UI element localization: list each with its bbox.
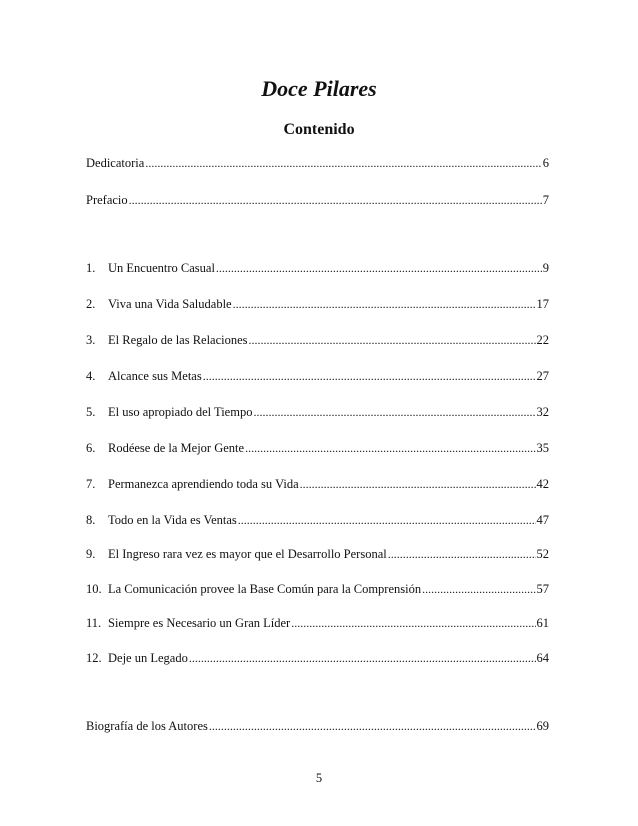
toc-entry-page: 64: [536, 651, 549, 665]
toc-entry-label: Un Encuentro Casual: [108, 261, 215, 275]
toc-entry-chapter[interactable]: [86, 511, 549, 529]
toc-entry-page: 69: [536, 719, 549, 733]
toc-entry-prefacio[interactable]: [86, 191, 549, 209]
dot-leader: [238, 511, 536, 529]
chapter-number: 10.: [86, 582, 102, 596]
toc-entry-page: 17: [536, 297, 549, 311]
toc-entry-label: La Comunicación provee la Base Común para la Comprensión: [108, 582, 422, 596]
toc-entry-page: 9: [542, 261, 549, 275]
toc-entry-chapter[interactable]: [86, 367, 549, 385]
dot-leader: [291, 614, 535, 632]
chapter-number: 7.: [86, 477, 96, 491]
toc-entry-label: El Ingreso rara vez es mayor que el Desarrollo Personal: [108, 547, 387, 561]
toc-entry-label: Alcance sus Metas: [108, 369, 202, 383]
toc-entry-page: 35: [536, 441, 549, 455]
dot-leader: [388, 545, 536, 563]
chapter-number: 11.: [86, 616, 102, 630]
toc-entry-chapter[interactable]: [86, 475, 549, 493]
toc-entry-label: El Regalo de las Relaciones: [108, 333, 248, 347]
toc-entry-chapter[interactable]: [86, 259, 549, 277]
toc-entry-page: 52: [536, 547, 549, 561]
toc-entry-page: 47: [536, 513, 549, 527]
toc-entry-page: 42: [536, 477, 549, 491]
toc-entry-chapter[interactable]: [86, 614, 549, 632]
toc-entry-label: Biografía de los Autores: [86, 719, 208, 733]
chapter-number: 12.: [86, 651, 102, 665]
toc-entry-page: 57: [536, 582, 549, 596]
toc-entry-page: 6: [542, 156, 549, 170]
chapter-number: 1.: [86, 261, 96, 275]
book-title: Doce Pilares: [261, 76, 377, 101]
dot-leader: [145, 154, 541, 172]
dot-leader: [203, 367, 536, 385]
toc-entry-label: Rodéese de la Mejor Gente: [108, 441, 245, 455]
chapter-number: 5.: [86, 405, 96, 419]
chapter-number: 3.: [86, 333, 96, 347]
toc-entry-chapter[interactable]: [86, 403, 549, 421]
toc-entry-page: 7: [542, 193, 549, 207]
toc-entry-label: El uso apropiado del Tiempo: [108, 405, 253, 419]
dot-leader: [422, 580, 535, 598]
dot-leader: [245, 439, 535, 457]
dot-leader: [253, 403, 535, 421]
toc-entry-chapter[interactable]: [86, 649, 549, 667]
toc-entry-chapter[interactable]: [86, 580, 549, 598]
dot-leader: [209, 717, 536, 735]
toc-entry-chapter[interactable]: [86, 295, 549, 313]
toc-entry-chapter[interactable]: [86, 545, 549, 563]
chapter-number: 2.: [86, 297, 96, 311]
toc-entry-label: Dedicatoria: [86, 156, 145, 170]
dot-leader: [300, 475, 536, 493]
dot-leader: [129, 191, 542, 209]
toc-entry-chapter[interactable]: [86, 439, 549, 457]
dot-leader: [233, 295, 536, 313]
toc-entry-page: 22: [536, 333, 549, 347]
toc-entry-page: 27: [536, 369, 549, 383]
toc-entry-label: Siempre es Necesario un Gran Líder: [108, 616, 291, 630]
toc-entry-label: Prefacio: [86, 193, 128, 207]
chapter-number: 4.: [86, 369, 96, 383]
page-number: 5: [315, 771, 323, 785]
toc-entry-page: 61: [536, 616, 549, 630]
toc-entry-biografia[interactable]: [86, 717, 549, 735]
chapter-number: 6.: [86, 441, 96, 455]
toc-entry-page: 32: [536, 405, 549, 419]
toc-entry-label: Permanezca aprendiendo toda su Vida: [108, 477, 299, 491]
chapter-number: 9.: [86, 547, 96, 561]
toc-entry-label: Viva una Vida Saludable: [108, 297, 232, 311]
chapter-number: 8.: [86, 513, 96, 527]
dot-leader: [189, 649, 536, 667]
toc-entry-dedicatoria[interactable]: [86, 154, 549, 172]
toc-entry-label: Deje un Legado: [108, 651, 188, 665]
toc-entry-label: Todo en la Vida es Ventas: [108, 513, 237, 527]
toc-entry-chapter[interactable]: [86, 331, 549, 349]
dot-leader: [249, 331, 536, 349]
dot-leader: [216, 259, 542, 277]
toc-heading: Contenido: [283, 121, 355, 138]
